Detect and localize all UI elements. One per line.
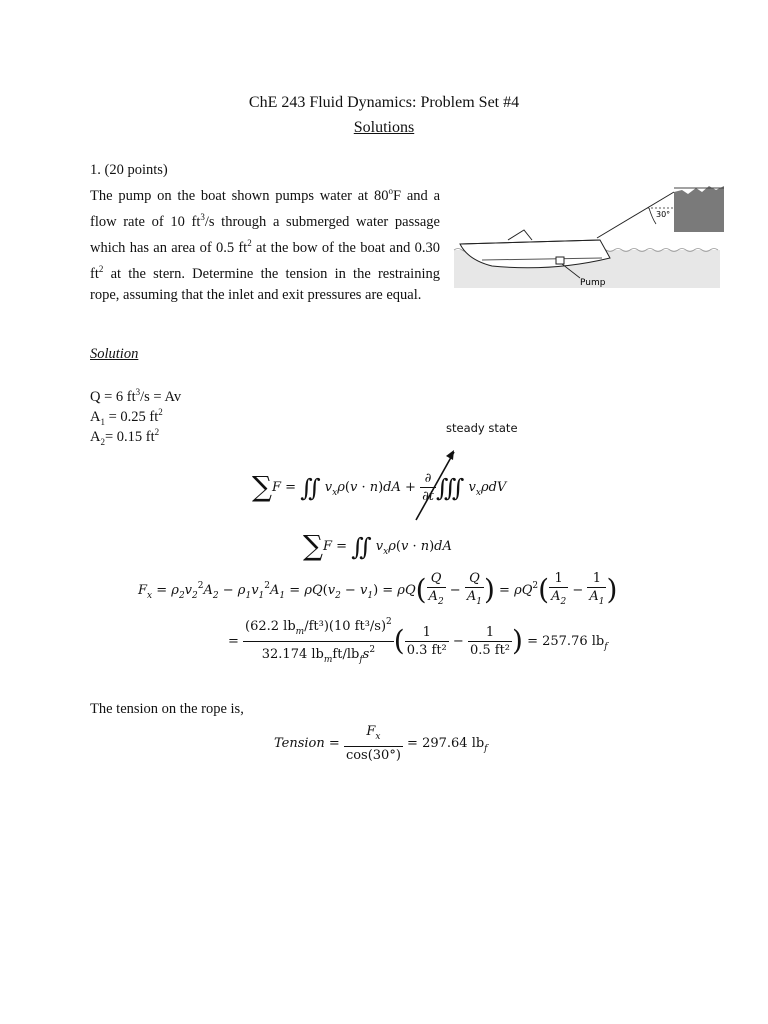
momentum-equation-full: ∑F = ∬ $v_x\rho(v \cdot n)dA$ + $\frac{\partial}{\partial t}$ ∭ $v_x\rho dV$ xyxy=(252,470,507,504)
momentum-equation-steady: ∑F = ∬ $v_x\rho(v \cdot n)dA$ xyxy=(303,529,452,562)
given-q: Q = 6 $ft^3/s = Av$ xyxy=(90,387,182,405)
tension-result: = 297.64 lb xyxy=(407,736,485,751)
angle-label: 30° xyxy=(656,210,671,219)
problem-text: The pump on the boat shown pumps water at 80$^o$F and a flow rate of 10 $ft^3/s$ through a submerged water passage which has an area of 0.5 $ft^2$ at the bow of the boat and 0.30 $ft^2$ at the stern. Determine the tension in the restraining rope, assuming that the inlet and exit pressures are equal. xyxy=(90,186,441,303)
force-x-numeric: = $\frac{(62.2 lb_m/ft^3)(10 ft^3/s)^2}{32.174 lb_mft/lb_fs^2}$ ( $\frac{1}{\text{0.3 ft²}}$ − $\frac{1}{\text{0.5 ft²}}$ ) = 257.76 $lb_f$ xyxy=(228,614,608,669)
solution-heading: Solution xyxy=(90,346,139,362)
fx-result: = 257.76 lb xyxy=(527,634,605,649)
tension-intro: The tension on the rope is, xyxy=(90,701,244,717)
tension-equation: Tension = $\frac{F_x}{\cos(30^\circ)}$ = 297.64 $lb_f$ xyxy=(274,724,488,763)
given-a2: $A_2= 0.15$ $ft^2$ xyxy=(90,427,160,447)
page-subtitle: Solutions xyxy=(353,119,415,136)
pump-label: Pump xyxy=(580,278,606,288)
problem-statement xyxy=(90,160,440,306)
given-a1: $A_1 = 0.25$ $ft^2$ xyxy=(90,407,163,427)
page-title: ChE 243 Fluid Dynamics: Problem Set #4 xyxy=(248,94,520,111)
dock-icon xyxy=(674,186,724,232)
force-x-equation: $F_x = \rho_2v_2^2A_2 - \rho_1v_1^2A_1 = \rho Q(v_2 - v_1) = \rho Q$( $\frac{Q}{A_2}$ − $\frac{Q}{A_1}$ ) = $\rho Q^2$( $\frac{1}{A_2}$ − $\frac{1}{A_1}$ ) xyxy=(138,571,618,607)
problem-heading: 1. (20 points) xyxy=(90,162,168,178)
steady-state-annotation: steady state xyxy=(446,421,518,435)
boat-figure xyxy=(452,180,724,292)
